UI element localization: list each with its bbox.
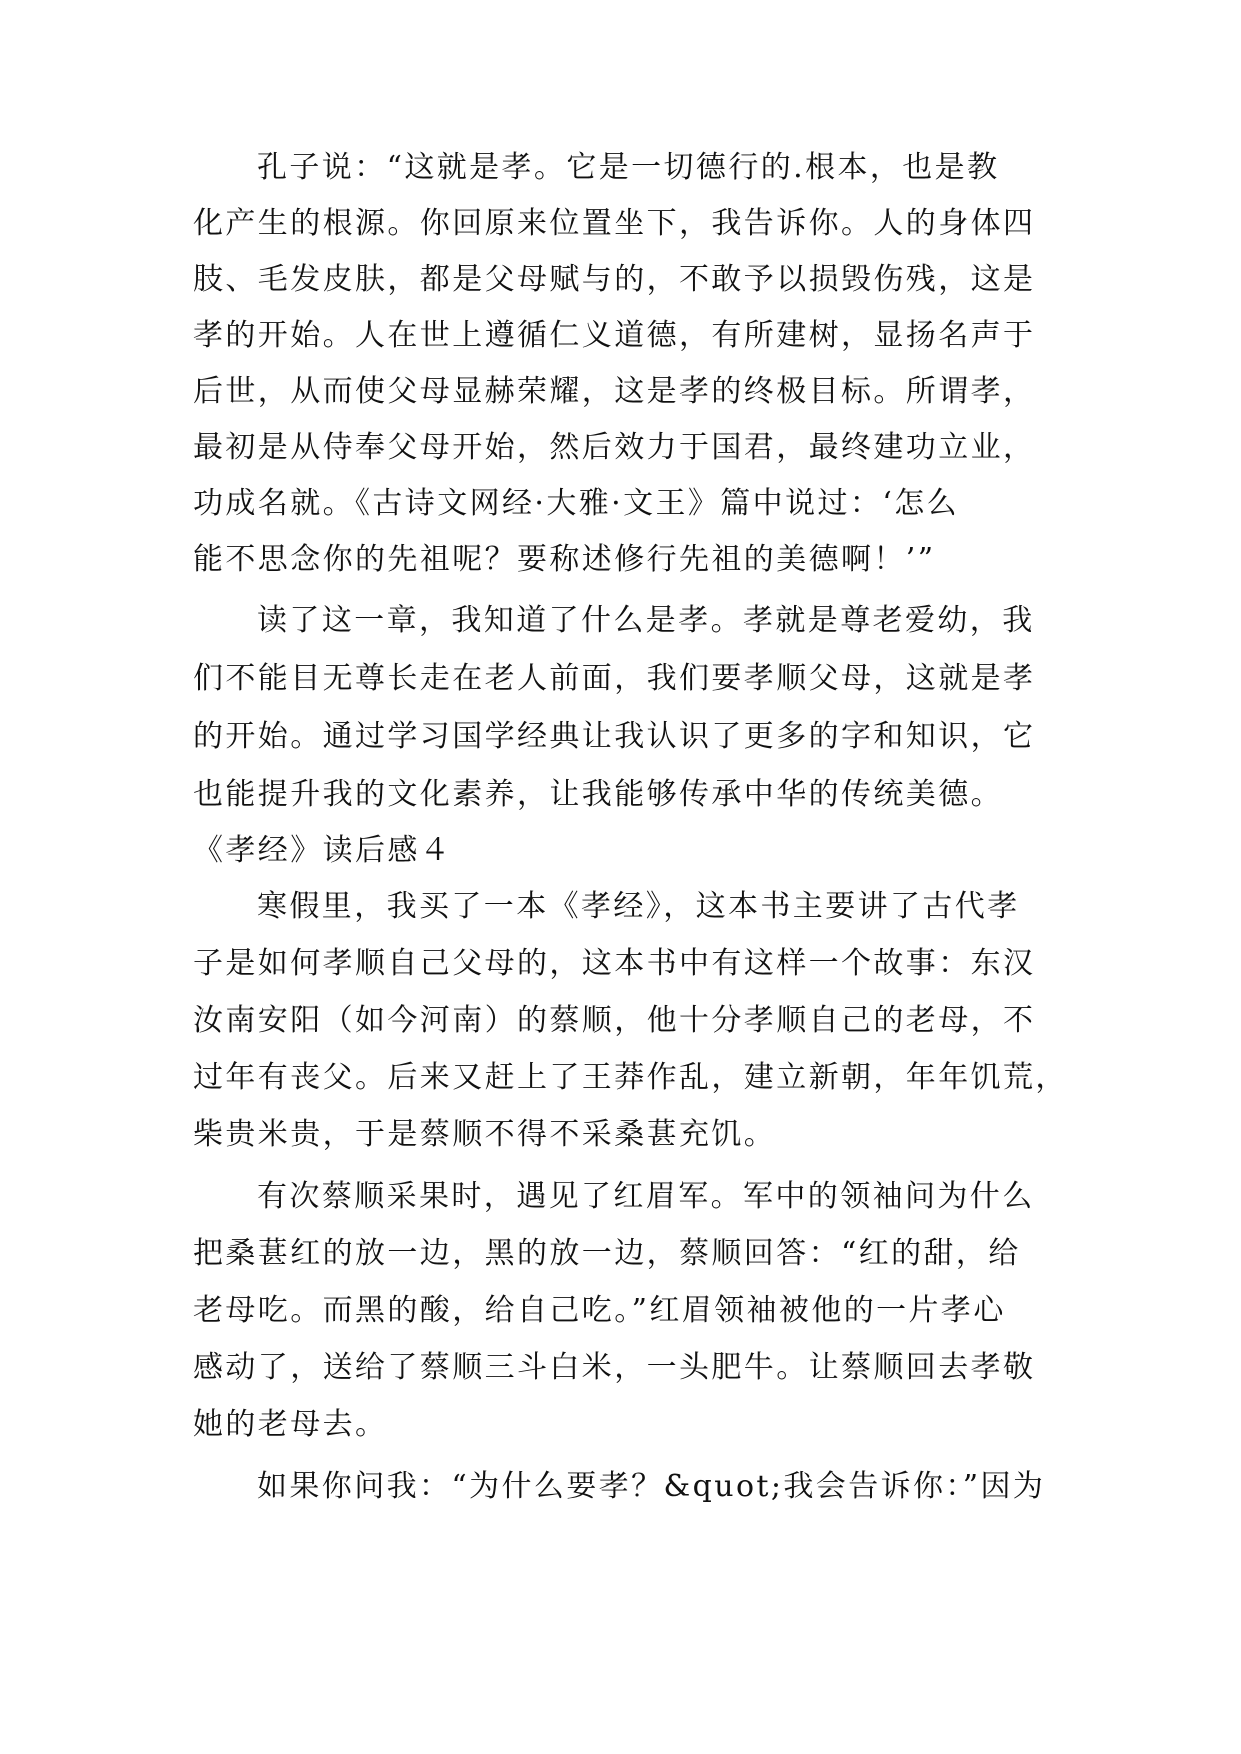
text-line: 寒假里，我买了一本《孝经》，这本书主要讲了古代孝 bbox=[257, 889, 1020, 924]
text-line: 后世，从而使父母显赫荣耀，这是孝的终极目标。所谓孝， bbox=[193, 374, 1036, 409]
text-line: 最初是从侍奉父母开始，然后效力于国君，最终建功立业， bbox=[193, 430, 1036, 465]
text-line: 她的老母去。 bbox=[193, 1407, 388, 1442]
text-line: 功成名就。《古诗文网经·大雅·文王》篇中说过：‘怎么 bbox=[193, 486, 960, 521]
text-line: 柴贵米贵，于是蔡顺不得不采桑葚充饥。 bbox=[193, 1117, 777, 1152]
section-heading: 《孝经》读后感４ bbox=[193, 833, 453, 868]
text-line: 汝南安阳（如今河南）的蔡顺，他十分孝顺自己的老母，不 bbox=[193, 1003, 1036, 1038]
text-line: 老母吃。而黑的酸，给自己吃。”红眉领袖被他的一片孝心 bbox=[193, 1293, 1006, 1328]
text-line: 能不思念你的先祖呢？要称述修行先祖的美德啊！’” bbox=[193, 542, 936, 577]
text-line: 如果你问我：“为什么要孝？&quot;我会告诉你：”因为 bbox=[257, 1469, 1046, 1504]
text-line: 子是如何孝顺自己父母的，这本书中有这样一个故事：东汉 bbox=[193, 946, 1036, 981]
text-line: 过年有丧父。后来又赶上了王莽作乱，建立新朝，年年饥荒， bbox=[193, 1060, 1068, 1095]
text-line: 感动了，送给了蔡顺三斗白米，一头肥牛。让蔡顺回去孝敬 bbox=[193, 1350, 1036, 1385]
text-line: 的开始。通过学习国学经典让我认识了更多的字和知识，它 bbox=[193, 719, 1036, 754]
text-line: 把桑葚红的放一边，黑的放一边，蔡顺回答：“红的甜，给 bbox=[193, 1236, 1021, 1271]
text-line: 也能提升我的文化素养，让我能够传承中华的传统美德。 bbox=[193, 777, 1003, 812]
text-line: 有次蔡顺采果时，遇见了红眉军。军中的领袖问为什么 bbox=[257, 1179, 1035, 1214]
text-line: 孔子说：“这就是孝。它是一切德行的.根本，也是教 bbox=[257, 150, 1000, 185]
text-line: 肢、毛发皮肤，都是父母赋与的，不敢予以损毁伤残，这是 bbox=[193, 262, 1036, 297]
text-line: 读了这一章，我知道了什么是孝。孝就是尊老爱幼，我 bbox=[257, 603, 1035, 638]
text-line: 化产生的根源。你回原来位置坐下，我告诉你。人的身体四 bbox=[193, 206, 1036, 241]
text-line: 们不能目无尊长走在老人前面，我们要孝顺父母，这就是孝 bbox=[193, 661, 1036, 696]
text-line: 孝的开始。人在世上遵循仁义道德，有所建树，显扬名声于 bbox=[193, 318, 1036, 353]
